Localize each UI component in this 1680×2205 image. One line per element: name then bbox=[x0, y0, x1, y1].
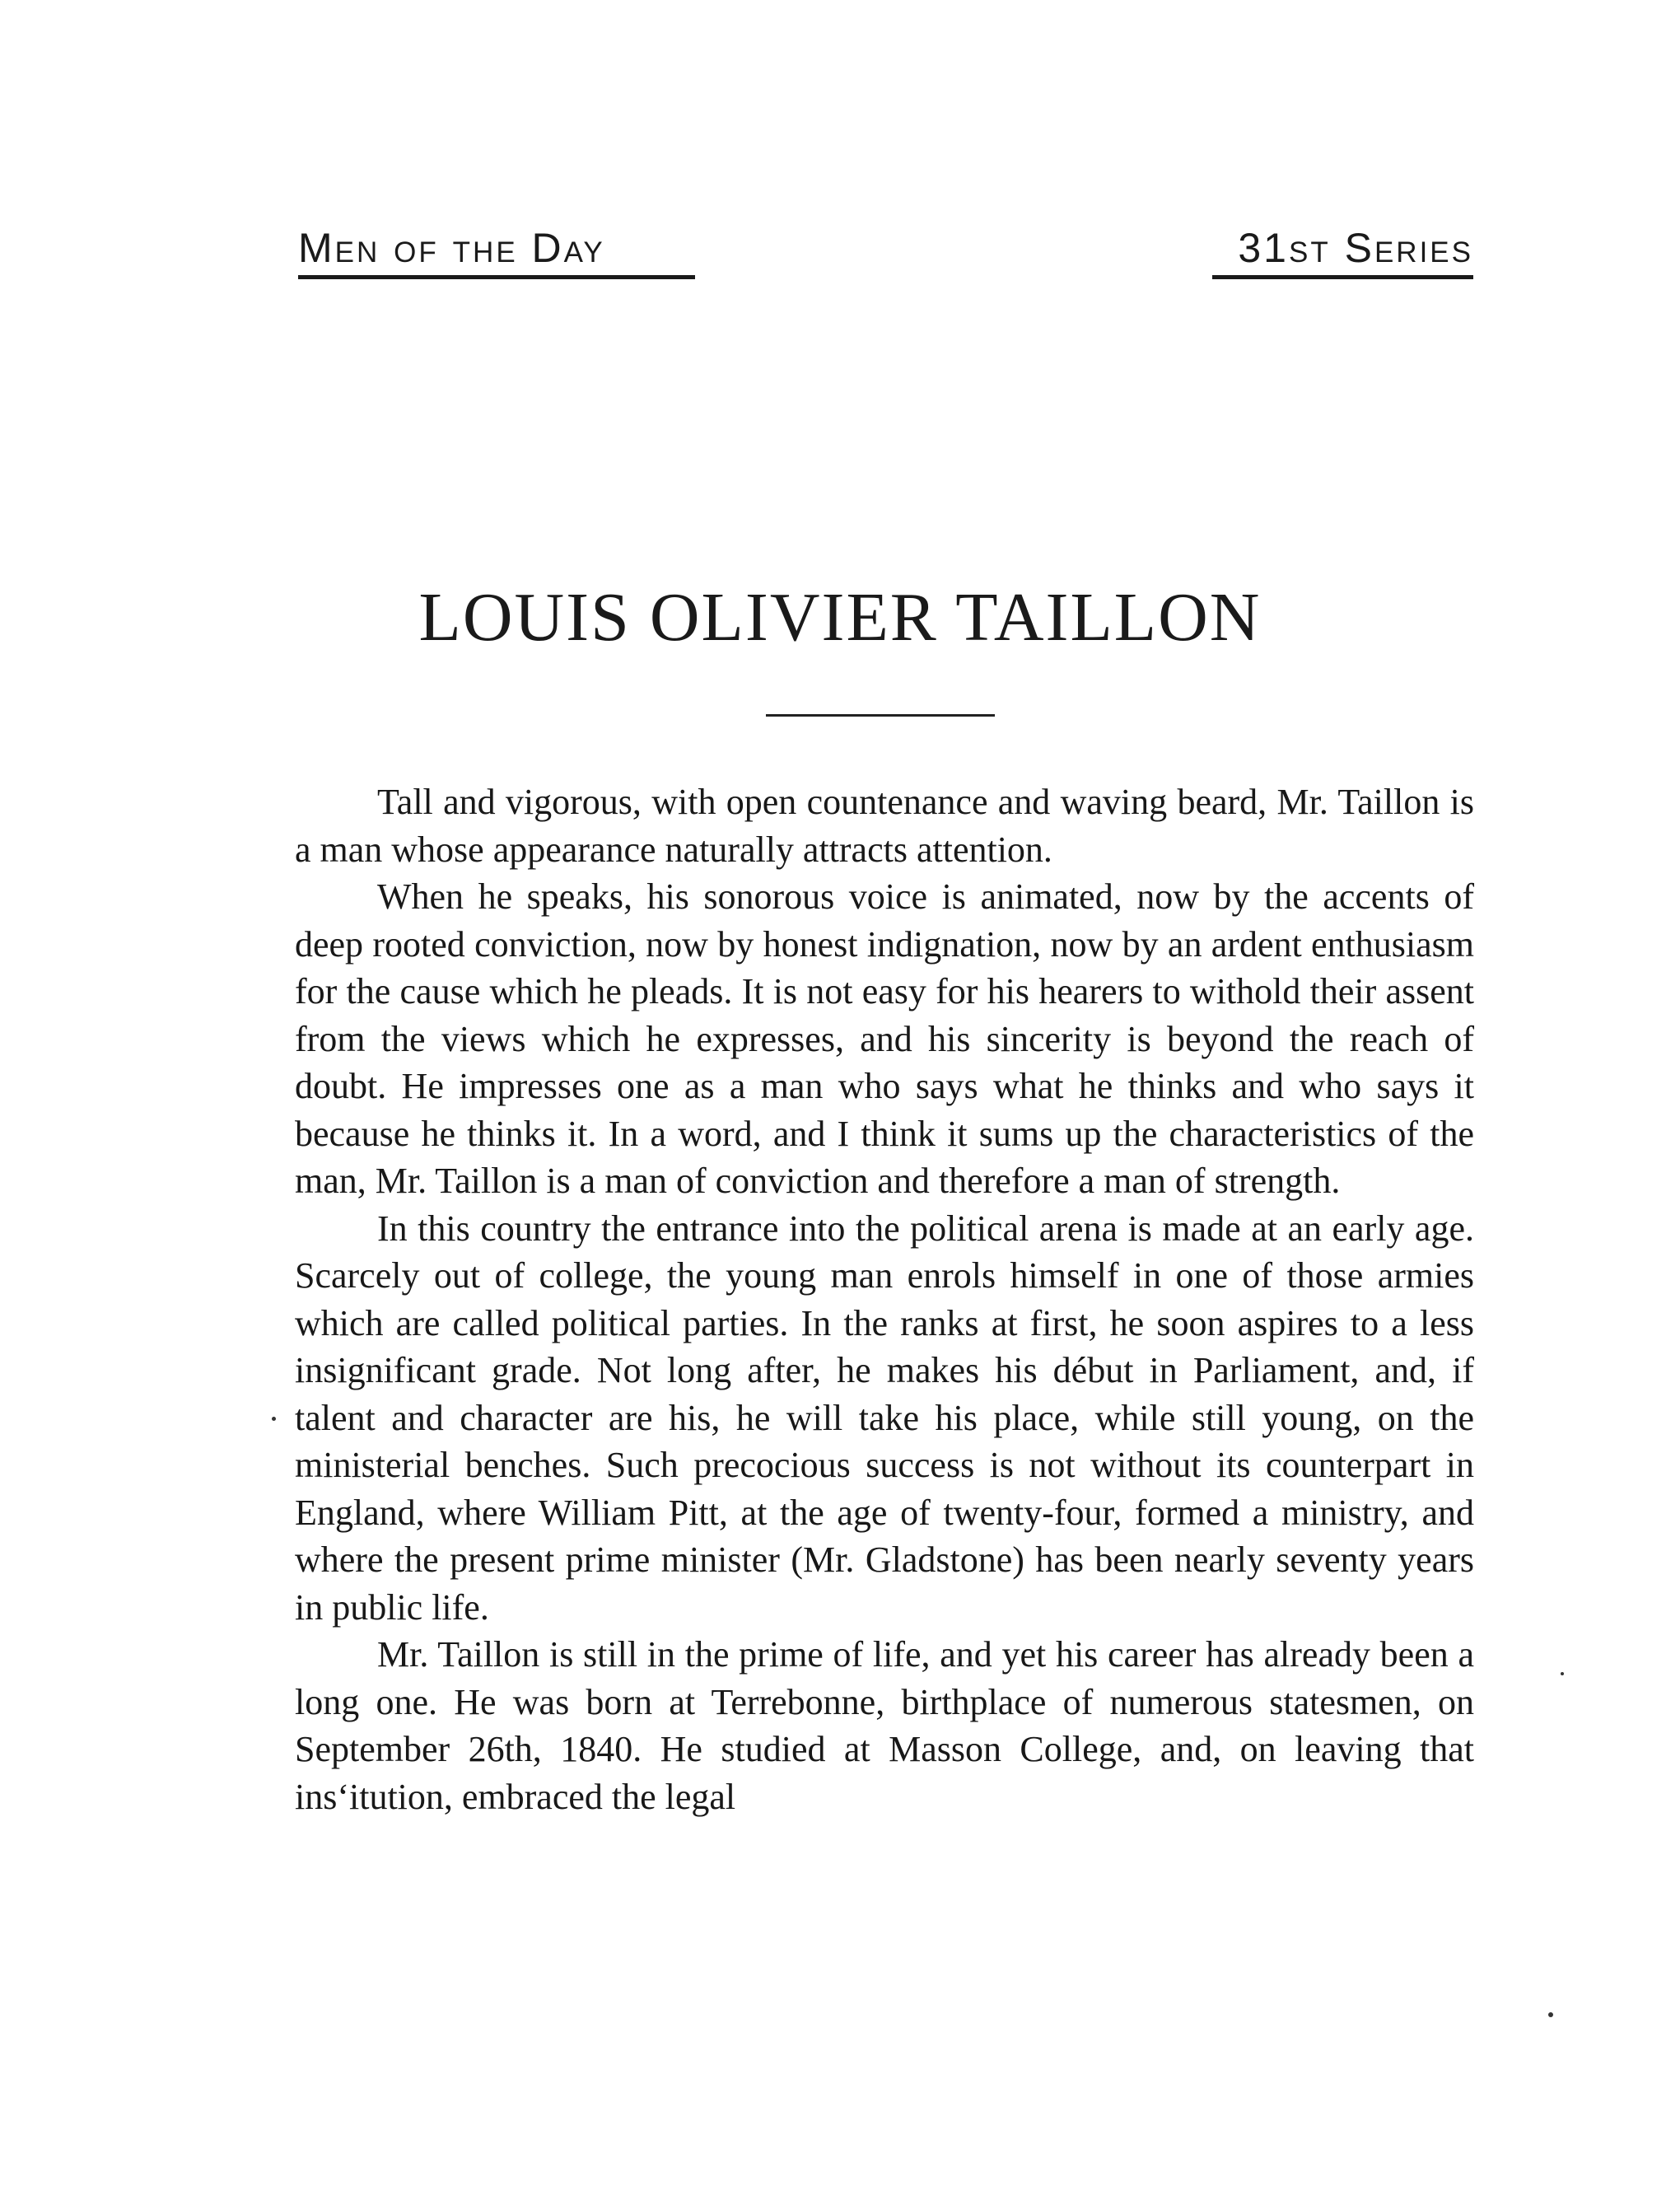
paragraph-4: Mr. Taillon is still in the prime of life, and yet his career has already been a long one. He was born at Terrebonne, birthplace of numerous statesmen, on September 26th, 1840. He studied at Masson College, and, on leaving that insʻitution, embraced the legal bbox=[295, 1634, 1474, 1817]
running-head bbox=[298, 222, 1473, 288]
paragraph-2: When he speaks, his sonorous voice is animated, now by the accents of deep rooted conviction, now by honest indignation, now by an ardent enthusiasm for the cause which he pleads. It is not easy for his hearers to withold their assent from the views which he expresses, and his sincerity is beyond the reach of doubt. He impresses one as a man who says what he thinks and who says it because he thinks it. In a word, and I think it sums up the characteristics of the man, Mr. Taillon is a man of conviction and therefore a man of strength. bbox=[295, 876, 1474, 1201]
series-number-underline bbox=[1212, 275, 1473, 279]
print-speck bbox=[1561, 1672, 1564, 1675]
print-speck bbox=[272, 1417, 276, 1421]
series-title: Men of the Day bbox=[298, 225, 605, 271]
series-number: 31st Series bbox=[1238, 225, 1473, 271]
paragraph-1: Tall and vigorous, with open countenance and waving beard, Mr. Taillon is a man whose appearance naturally attracts attention. bbox=[295, 782, 1474, 870]
article-title: LOUIS OLIVIER TAILLON bbox=[418, 579, 1262, 656]
title-divider bbox=[766, 714, 995, 717]
series-title-underline bbox=[298, 275, 695, 279]
print-speck bbox=[1548, 2012, 1553, 2017]
paragraph-3: In this country the entrance into the political arena is made at an early age. Scarcely out of college, the young man enrols himself in one of those armies which are called political parties. In the ranks at first, he soon aspires to a less insignificant grade. Not long after, he makes his début in Parliament, and, if talent and character are his, he will take his place, while still young, on the ministerial benches. Such precocious success is not without its counterpart in England, where William Pitt, at the age of twenty-four, formed a ministry, and where the present prime minister (Mr. Gladstone) has been nearly seventy years in public life. bbox=[295, 1208, 1474, 1628]
article-body bbox=[295, 778, 1474, 1820]
